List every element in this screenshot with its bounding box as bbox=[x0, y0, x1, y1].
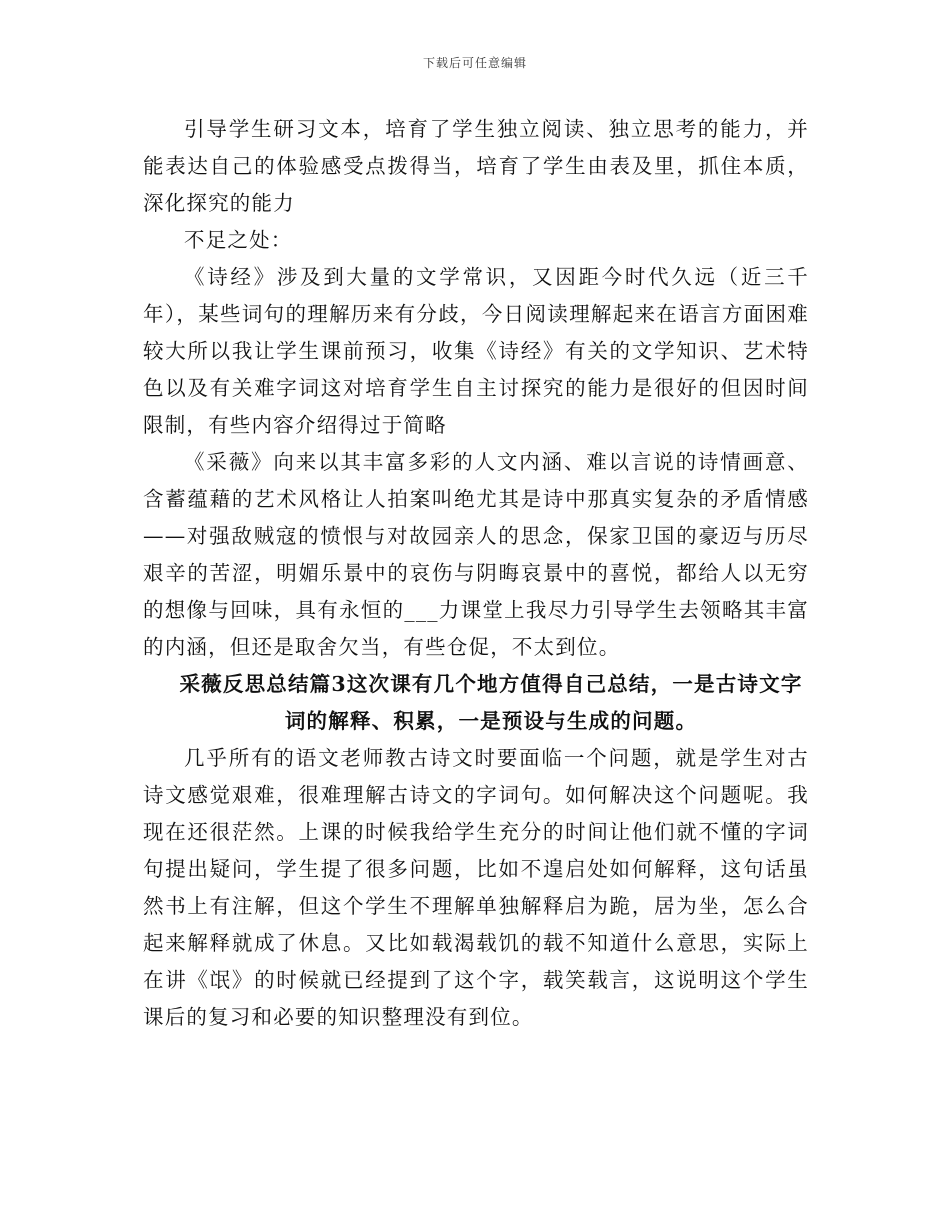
document-body bbox=[143, 111, 809, 1036]
paragraph-shijing: 《诗经》涉及到大量的文学常识，又因距今时代久远（近三千年），某些词句的理解历来有分歧，今日阅读理解起来在语言方面困难较大所以我让学生课前预习，收集《诗经》有关的文学知识、艺术特色以及有关难字词这对培育学生自主讨探究的能力是很好的但因时间限制，有些内容介绍得过于简略 bbox=[143, 265, 809, 437]
paragraph-summary: 引导学生研习文本，培育了学生独立阅读、独立思考的能力，并能表达自己的体验感受点拨得当，培育了学生由表及里，抓住本质，深化探究的能力 bbox=[143, 117, 809, 215]
page-header: 下载后可任意编辑 bbox=[422, 56, 527, 70]
paragraph-classical-poetry: 几乎所有的语文老师教古诗文时要面临一个问题，就是学生对古诗文感觉艰难，很难理解古诗文的字词句。如何解决这个问题呢。我现在还很茫然。上课的时候我给学生充分的时间让他们就不懂的字词句提出疑问，学生提了很多问题，比如不遑启处如何解释，这句话虽然书上有注解，但这个学生不理解单独解释启为跪，居为坐，怎么合起来解释就成了休息。又比如载渴载饥的载不知道什么意思，实际上在讲《氓》的时候就已经提到了这个字，载笑载言，这说明这个学生课后的复习和必要的知识整理没有到位。 bbox=[143, 746, 809, 1029]
section-heading: 采薇反思总结篇3这次课有几个地方值得自己总结，一是古诗文字词的解释、积累，一是预设与生成的问题。 bbox=[179, 672, 803, 733]
paragraph-caiwei: 《采薇》向来以其丰富多彩的人文内涵、难以言说的诗情画意、含蓄蕴藉的艺术风格让人拍案叫绝尤其是诗中那真实复杂的矛盾情感——对强敌贼寇的愤恨与对故园亲人的思念，保家卫国的豪迈与历尽艰辛的苦涩，明媚乐景中的哀伤与阴晦哀景中的喜悦，都给人以无穷的想像与回味，具有永恒的___力课堂上我尽力引导学生去领略其丰富的内涵，但还是取舍欠当，有些仓促，不太到位。 bbox=[143, 450, 809, 659]
paragraph-shortcomings-label: 不足之处： bbox=[184, 228, 293, 252]
